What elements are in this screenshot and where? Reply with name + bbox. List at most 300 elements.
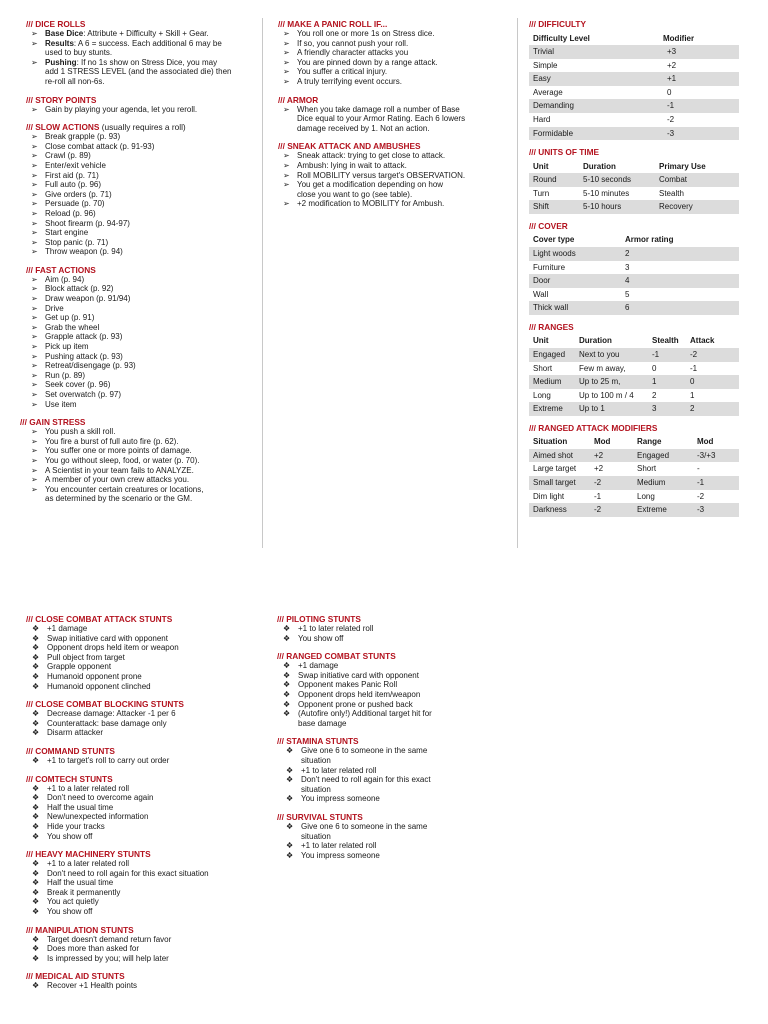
section-story-points	[26, 95, 256, 115]
diamond-bullet-icon: ❖	[283, 689, 291, 699]
heading-text: /// HEAVY MACHINERY STUNTS	[26, 849, 151, 860]
table-cell: Thick wall	[529, 301, 621, 315]
stunts-column-right	[277, 614, 517, 868]
table-heading: /// RANGES	[529, 321, 574, 332]
arrow-bullet-icon: ➢	[31, 342, 38, 352]
arrow-bullet-icon: ➢	[31, 446, 38, 456]
diamond-bullet-icon: ❖	[32, 821, 40, 831]
list-item	[26, 228, 256, 238]
list-item	[278, 114, 508, 124]
table-cell: -2	[686, 348, 739, 362]
item-text: Recover +1 Health points	[47, 981, 138, 991]
item-text: Grab the wheel	[45, 322, 100, 332]
item-text: Don't need to roll again for this exact situation	[47, 868, 209, 878]
section-heading	[277, 614, 517, 624]
section-heavy-machinery-stunts	[26, 849, 266, 917]
arrow-bullet-icon: ➢	[31, 199, 38, 209]
table-cell: -1	[648, 348, 686, 362]
diamond-bullet-icon: ❖	[32, 633, 40, 643]
section-close-combat-attack-stunts	[26, 614, 266, 691]
list-item	[26, 400, 256, 410]
list-item	[277, 671, 517, 681]
item-text: You impress someone	[301, 794, 380, 804]
table-cell: -1	[690, 363, 698, 373]
list-item	[277, 832, 517, 842]
table-row	[529, 449, 739, 463]
list-item	[277, 785, 517, 795]
item-text: You suffer a critical injury.	[297, 67, 388, 77]
table-cell: Medium	[529, 375, 575, 389]
list-item	[26, 275, 256, 285]
item-text: Swap initiative card with opponent	[47, 633, 168, 643]
list-item	[26, 427, 256, 437]
bullet-list	[26, 624, 266, 691]
list-item	[278, 105, 508, 115]
item-text: Don't need to roll again for this exact	[301, 775, 431, 785]
table-row	[529, 200, 739, 214]
item-text: You act quietly	[47, 897, 99, 907]
item-text: Close combat attack (p. 91-93)	[45, 141, 155, 151]
item-text: Does more than asked for	[47, 944, 140, 954]
arrow-bullet-icon: ➢	[31, 313, 38, 323]
item-text: +1 to target's roll to carry out order	[47, 755, 170, 765]
list-item	[26, 77, 256, 87]
item-text: Run (p. 89)	[45, 370, 86, 380]
table-row	[529, 389, 739, 403]
diamond-bullet-icon: ❖	[283, 699, 291, 709]
item-text: Pushing attack (p. 93)	[45, 351, 123, 361]
item-text: You are pinned down by a range attack.	[297, 57, 438, 67]
table-cell: Extreme	[529, 402, 575, 416]
arrow-bullet-icon: ➢	[283, 57, 290, 67]
list-item	[26, 58, 256, 68]
list-item	[277, 822, 517, 832]
arrow-bullet-icon: ➢	[31, 228, 38, 238]
item-text: Grapple attack (p. 93)	[45, 332, 123, 342]
diamond-bullet-icon: ❖	[283, 680, 291, 690]
diamond-bullet-icon: ❖	[32, 643, 40, 653]
section-heading	[26, 746, 266, 756]
table-cell: 0	[686, 375, 739, 389]
item-text: Hide your tracks	[47, 821, 105, 831]
list-item	[26, 822, 266, 832]
table-header-row	[529, 334, 739, 348]
table-row	[529, 247, 739, 261]
column-header: Duration	[579, 336, 612, 346]
column-tables	[529, 19, 741, 524]
list-item	[26, 935, 266, 945]
item-text: : Attribute + Difficulty + Skill + Gear.	[83, 29, 209, 38]
table-cell: Dim light	[533, 491, 565, 501]
item-text: Disarm attacker	[47, 728, 104, 738]
table-row	[529, 462, 739, 476]
item-text: Opponent prone or pushed back	[298, 699, 413, 709]
arrow-bullet-icon: ➢	[31, 160, 38, 170]
heading-text: /// SLOW ACTIONS	[26, 122, 100, 133]
table-cell: Round	[529, 173, 579, 187]
item-text: add 1 STRESS LEVEL (and the associated die) then	[45, 67, 232, 77]
list-item	[26, 132, 256, 142]
item-text: Full auto (p. 96)	[45, 180, 102, 190]
arrow-bullet-icon: ➢	[31, 351, 38, 361]
diamond-bullet-icon: ❖	[32, 944, 40, 954]
table-cell: Easy	[529, 72, 659, 86]
arrow-bullet-icon: ➢	[31, 361, 38, 371]
table-cell: Large target	[533, 464, 577, 474]
section-heading	[278, 141, 508, 151]
list-item	[277, 624, 517, 634]
table-row	[529, 362, 739, 376]
table-cell: Medium	[633, 476, 693, 490]
item-text: +1 to later related roll	[298, 624, 374, 633]
arrow-bullet-icon: ➢	[31, 274, 38, 284]
table-cell: 0	[652, 363, 657, 373]
arrow-bullet-icon: ➢	[283, 199, 290, 209]
list-item	[26, 199, 256, 209]
table-ranged-mods	[529, 435, 739, 517]
list-item	[277, 841, 517, 851]
table-section-cover	[529, 221, 741, 315]
table-cell: Light woods	[529, 247, 621, 261]
table-heading: /// COVER	[529, 220, 568, 231]
table-section-difficulty	[529, 19, 741, 140]
table-cell: -1	[693, 476, 739, 490]
diamond-bullet-icon: ❖	[32, 709, 40, 719]
list-item	[26, 869, 266, 879]
arrow-bullet-icon: ➢	[31, 390, 38, 399]
item-text: Get up (p. 91)	[45, 313, 95, 323]
table-cell: Extreme	[633, 503, 693, 517]
table-cell: Next to you	[575, 348, 648, 362]
column-header: Difficulty Level	[533, 33, 590, 43]
section-armor	[278, 95, 508, 134]
diamond-bullet-icon: ❖	[32, 897, 40, 907]
list-item	[26, 238, 256, 248]
section-heading	[26, 95, 256, 105]
table-cell: +1	[659, 72, 739, 86]
item-text: Persuade (p. 70)	[45, 199, 105, 209]
table-cell: 0	[667, 87, 672, 97]
list-item	[26, 446, 256, 456]
table-cell: 3	[625, 262, 630, 272]
item-text: You show off	[47, 831, 93, 841]
item-text: +2 modification to MOBILITY for Ambush.	[297, 199, 445, 209]
table-heading: /// RANGED ATTACK MODIFIERS	[529, 422, 658, 433]
arrow-bullet-icon: ➢	[283, 38, 290, 48]
table-header-row	[529, 233, 739, 247]
section-heading	[26, 122, 256, 132]
table-header-row	[529, 159, 739, 173]
arrow-bullet-icon: ➢	[283, 180, 290, 190]
table-heading: /// UNITS OF TIME	[529, 147, 600, 158]
diamond-bullet-icon: ❖	[32, 953, 40, 963]
table-row	[529, 490, 739, 504]
list-item	[278, 180, 508, 190]
list-item	[277, 794, 517, 804]
list-item	[278, 190, 508, 200]
list-item	[277, 746, 517, 756]
table-cell: -2	[667, 114, 675, 124]
list-item	[277, 690, 517, 700]
table-cell: -3	[659, 127, 739, 141]
table-cell: Short	[533, 363, 553, 373]
list-item	[277, 756, 517, 766]
list-item	[26, 323, 256, 333]
section-heading	[20, 417, 256, 427]
item-text: Use item	[45, 399, 77, 409]
diamond-bullet-icon: ❖	[283, 633, 291, 643]
arrow-bullet-icon: ➢	[31, 284, 38, 294]
list-item	[26, 719, 266, 729]
item-text: Set overwatch (p. 97)	[45, 390, 122, 399]
arrow-bullet-icon: ➢	[31, 455, 38, 465]
table-difficulty	[529, 31, 739, 140]
list-item	[26, 907, 266, 917]
table-cell: Up to 1	[575, 402, 648, 416]
table-cell: -1	[659, 99, 739, 113]
table-cell: 4	[621, 274, 739, 288]
section-heading	[26, 774, 266, 784]
diamond-bullet-icon: ❖	[32, 878, 40, 888]
item-text: Reload (p. 96)	[45, 208, 96, 218]
item-text: Opponent drops held item or weapon	[47, 643, 179, 653]
list-item	[26, 954, 266, 964]
item-text: situation	[301, 831, 331, 841]
table-cell: Combat	[655, 173, 739, 187]
item-text: You get a modification depending on how	[297, 180, 444, 190]
list-item	[26, 944, 266, 954]
column-divider-left	[262, 18, 263, 548]
table-cover	[529, 233, 739, 315]
column-header: Modifier	[663, 33, 695, 43]
list-item	[26, 209, 256, 219]
table-cell: +2	[667, 60, 677, 70]
list-item	[278, 77, 508, 87]
table-cell: Long	[533, 390, 551, 400]
item-text: +1 to a later related roll	[47, 783, 130, 793]
section-heading	[277, 812, 517, 822]
section-slow-actions	[26, 122, 256, 257]
table-cell: -2	[590, 503, 633, 517]
column-header: Mod	[697, 437, 714, 447]
list-item	[26, 662, 266, 672]
list-item	[278, 48, 508, 58]
diamond-bullet-icon: ❖	[32, 934, 40, 944]
section-heading	[26, 265, 256, 275]
item-text: Drive	[45, 303, 64, 313]
item-text: +1 damage	[298, 661, 339, 671]
arrow-bullet-icon: ➢	[31, 38, 38, 48]
item-text: A member of your own crew attacks you.	[45, 475, 190, 485]
item-text: Gain by playing your agenda, let you reroll.	[45, 104, 198, 114]
heading-text: /// GAIN STRESS	[20, 417, 86, 428]
section-dice-rolls	[26, 19, 256, 87]
item-text: Dice equal to your Armor Rating. Each 6 lowers	[297, 114, 466, 124]
item-text: A friendly character attacks you	[297, 48, 409, 58]
diamond-bullet-icon: ❖	[32, 831, 40, 841]
list-item	[26, 313, 256, 323]
list-item	[26, 756, 266, 766]
bullet-list	[26, 935, 266, 964]
table-row	[529, 274, 739, 288]
item-text: You roll one or more 1s on Stress dice.	[297, 29, 435, 38]
list-item	[26, 859, 266, 869]
table-row	[529, 113, 739, 127]
heading-text: /// COMTECH STUNTS	[26, 773, 113, 784]
stunts-column-left	[26, 614, 266, 999]
table-cell: Stealth	[659, 188, 684, 198]
section-heading	[277, 651, 517, 661]
bullet-list	[278, 29, 508, 87]
bullet-list	[26, 709, 266, 738]
item-text: Break grapple (p. 93)	[45, 132, 121, 142]
table-cell: -1	[594, 491, 602, 501]
table-row	[529, 127, 739, 141]
table-cell: +2	[590, 449, 633, 463]
list-item	[26, 456, 256, 466]
diamond-bullet-icon: ❖	[32, 981, 40, 991]
section-piloting-stunts	[277, 614, 517, 643]
item-label: Results	[45, 38, 74, 48]
list-item	[26, 784, 266, 794]
list-item	[26, 48, 256, 58]
list-item	[26, 709, 266, 719]
table-cell: -3/+3	[693, 449, 739, 463]
table-row	[529, 348, 739, 362]
list-item	[26, 304, 256, 314]
table-cell: Door	[529, 274, 621, 288]
table-row	[529, 86, 739, 100]
table-cell: 6	[621, 301, 739, 315]
list-item	[26, 981, 266, 991]
item-text: re-roll all non-6s.	[45, 76, 105, 86]
bullet-list	[26, 784, 266, 842]
table-row	[529, 288, 739, 302]
diamond-bullet-icon: ❖	[32, 755, 40, 765]
table-cell: +2	[594, 464, 604, 474]
item-text: Half the usual time	[47, 802, 114, 812]
list-item	[26, 294, 256, 304]
arrow-bullet-icon: ➢	[31, 132, 38, 142]
diamond-bullet-icon: ❖	[32, 812, 40, 822]
diamond-bullet-icon: ❖	[32, 624, 40, 633]
item-text: Give one 6 to someone in the same	[301, 821, 428, 831]
item-text: Roll MOBILITY versus target's OBSERVATION.	[297, 170, 466, 180]
arrow-bullet-icon: ➢	[31, 399, 38, 409]
list-item	[26, 39, 256, 49]
arrow-bullet-icon: ➢	[31, 322, 38, 332]
item-text: A Scientist in your team fails to ANALYZE.	[45, 465, 194, 475]
arrow-bullet-icon: ➢	[31, 427, 38, 437]
diamond-bullet-icon: ❖	[283, 624, 291, 633]
item-text: situation	[301, 755, 331, 765]
table-cell: Recovery	[655, 200, 739, 214]
diamond-bullet-icon: ❖	[32, 793, 40, 803]
item-text: You impress someone	[301, 850, 380, 860]
list-item	[277, 775, 517, 785]
list-item	[26, 437, 256, 447]
arrow-bullet-icon: ➢	[31, 189, 38, 199]
table-cell: Wall	[533, 289, 549, 299]
heading-text: /// RANGED COMBAT STUNTS	[277, 651, 396, 662]
table-cell: 5-10 seconds	[579, 173, 655, 187]
table-cell: Demanding	[529, 99, 659, 113]
column-header: Unit	[533, 161, 549, 171]
section-sneak-attack-and-ambushes	[278, 141, 508, 209]
table-cell: Average	[533, 87, 563, 97]
arrow-bullet-icon: ➢	[31, 370, 38, 380]
item-text: Block attack (p. 92)	[45, 284, 114, 294]
heading-text: /// FAST ACTIONS	[26, 264, 96, 275]
arrow-bullet-icon: ➢	[31, 104, 38, 114]
section-fast-actions	[26, 265, 256, 409]
arrow-bullet-icon: ➢	[31, 218, 38, 228]
list-item	[26, 361, 256, 371]
table-cell: 5-10 minutes	[583, 188, 630, 198]
column-header: Primary Use	[659, 161, 706, 171]
list-item	[26, 380, 256, 390]
diamond-bullet-icon: ❖	[286, 765, 294, 775]
diamond-bullet-icon: ❖	[32, 652, 40, 662]
arrow-bullet-icon: ➢	[31, 465, 38, 475]
bullet-list	[26, 427, 256, 504]
item-text: Seek cover (p. 96)	[45, 380, 111, 390]
arrow-bullet-icon: ➢	[31, 237, 38, 247]
list-item	[277, 634, 517, 644]
bullet-list	[277, 746, 517, 804]
table-cell: Up to 100 m / 4	[579, 390, 634, 400]
list-item	[26, 634, 266, 644]
item-text: as determined by the scenario or the GM.	[45, 494, 193, 504]
item-text: Don't need to overcome again	[47, 793, 154, 803]
list-item	[26, 803, 266, 813]
table-row	[529, 45, 739, 59]
item-text: You encounter certain creatures or locations,	[45, 484, 204, 494]
item-text: Humanoid opponent prone	[47, 671, 142, 681]
list-item	[26, 29, 256, 39]
table-cell: Up to 25 m,	[575, 375, 648, 389]
section-manipulation-stunts	[26, 925, 266, 964]
list-item	[26, 67, 256, 77]
item-text: Stop panic (p. 71)	[45, 237, 109, 247]
bullet-list	[278, 151, 508, 209]
diamond-bullet-icon: ❖	[32, 783, 40, 793]
arrow-bullet-icon: ➢	[31, 436, 38, 446]
table-cell: Hard	[533, 114, 551, 124]
table-row	[529, 503, 739, 517]
item-text: Give one 6 to someone in the same	[301, 746, 428, 756]
arrow-bullet-icon: ➢	[31, 380, 38, 390]
section-stamina-stunts	[277, 736, 517, 804]
column-header: Armor rating	[625, 235, 674, 245]
table-row	[529, 476, 739, 490]
table-cell: Trivial	[529, 45, 659, 59]
item-text: (Autofire only!) Additional target hit for	[298, 709, 432, 719]
item-text: Half the usual time	[47, 878, 114, 888]
item-text: damage received by 1. Not an action.	[297, 123, 430, 133]
section-comtech-stunts	[26, 774, 266, 842]
table-cell: Few m away,	[579, 363, 626, 373]
section-ranged-combat-stunts	[277, 651, 517, 728]
bullet-list	[26, 275, 256, 409]
table-section-time	[529, 147, 741, 214]
table-header-row	[529, 31, 739, 45]
item-text: close you want to go (see table).	[297, 189, 413, 199]
table-cell: Aimed shot	[529, 449, 590, 463]
list-item	[277, 719, 517, 729]
table-cell: -2	[697, 491, 705, 501]
list-item	[26, 485, 256, 495]
